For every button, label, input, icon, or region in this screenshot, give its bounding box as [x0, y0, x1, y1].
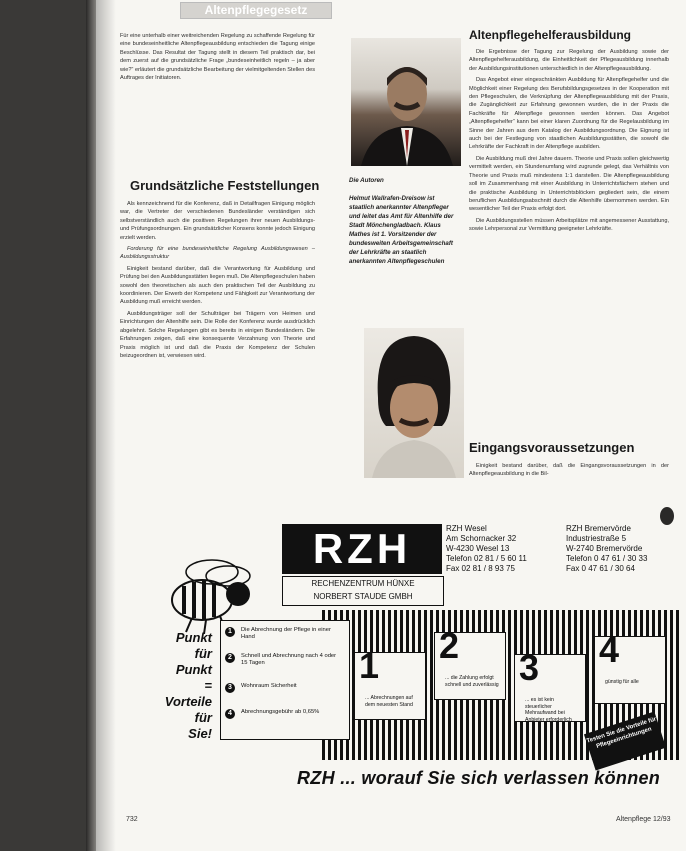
benefit-text: Schnell und Abrechnung nach 4 oder 15 Tagen — [241, 653, 337, 666]
point-text: ... Abrechnungen auf dem neuesten Stand — [365, 695, 413, 708]
benefit-text: Die Abrechnung der Pflege in einer Hand — [241, 627, 331, 640]
caption-text: Helmut Wallrafen-Dreisow ist staatlich anerkannter Altenpfleger und leitet das Amt für Altenhilfe der Stadt Mönchengladbach. Klaus Mathes ist 1. Vorsitzender der bundesweiten Arbeitsgemeinschaft der Lehrkräfte an staatlich anerkannten Altenpflegeschulen — [349, 195, 454, 265]
benefit-text: Wohnraum Sicherheit — [241, 683, 297, 689]
side-line: = — [204, 678, 212, 693]
point-text: ... es ist kein steuerlicher Mehraufwand bei Anbieter erforderlich — [525, 697, 572, 723]
address-line: RZH Bremervörde — [566, 524, 631, 533]
paragraph: Die Ausbildung muß drei Jahre dauern. Theorie und Praxis sollen gleichwertig vermittelt werden, ein Stundenumfang wird zugrunde gelegt, das Verhältnis von Theorie und Praxis muß mindestens 1:1 darstellen. Die Altenpflegeausbildung soll im Zusammenhang mit einer Ausbildung in Unterrichtsfächern stehen und die praktische Ausbildung in Unterrichtsblöcken gegliedert sein, die einem beruflichen Ausbildungsabschnitt durch die Altenhilfe übernommen werden. Ein wesentlicher Teil der Praxis erfolgt dort. — [469, 155, 669, 213]
left-intro-column — [120, 32, 315, 85]
point-box-1 — [354, 645, 426, 720]
caption-title: Die Autoren — [349, 177, 384, 184]
side-line: Vorteile — [164, 694, 212, 709]
page-number: 732 — [126, 816, 138, 823]
benefit-number: 1 — [225, 627, 235, 637]
paragraph: Ausbildungsträger soll der Schulträger bei Trägern von Heimen und Einrichtungen der Altenhilfe sein. Die Rolle der Konferenz wurde ausdrücklich abgelehnt. Solche Regelungen gibt es bereits in einigen Bundesländern. Die Erfahrungen zeigen, daß eine konsequente Verzahnung von Theorie und Praxis möglich ist und daß die Praxis der Kompetenz der Schulen beizugeordnen ist, verwiesen wird. — [120, 310, 315, 359]
side-line: Punkt — [175, 630, 212, 645]
point-text: ... die Zahlung erfolgt schnell und zuverlässig — [445, 675, 499, 688]
ad-slogan: RZH ... worauf Sie sich verlassen können — [297, 768, 661, 788]
issue-label: Altenpflege 12/93 — [616, 816, 671, 823]
left-body-column — [120, 200, 315, 363]
address-line: Fax 0 47 61 / 30 64 — [566, 564, 635, 573]
authors-caption — [349, 176, 459, 266]
point-box-3 — [514, 647, 586, 723]
section-banner: Altenpflegegesetz — [180, 2, 332, 19]
rzh-advertisement — [122, 514, 682, 802]
author-photo-1 — [351, 38, 461, 166]
magazine-page — [96, 0, 686, 851]
heading-altenpflegehelfer: Altenpflegehelferausbildung — [469, 28, 632, 42]
address-wesel — [446, 524, 527, 574]
paragraph: Die Ausbildungsstellen müssen Arbeitsplätze mit angemessener Ausstattung, sowie Lehrpersonal zur Vermittlung geeigneter Lehrkräfte. — [469, 217, 669, 233]
point-box-4 — [594, 629, 666, 704]
page-shadow — [96, 0, 116, 851]
paragraph: Einigkeit bestand darüber, daß die Eingangsvoraussetzungen in der Altenpflegeausbildung in die Bil- — [469, 463, 669, 478]
rzh-logo: RZH — [282, 524, 442, 574]
paragraph: Als kennzeichnend für die Konferenz, daß in Detailfragen Einigung möglich war, die Vertreter der verschiedenen Bundesländer verständigen sich selbstverständlich auch die positiven Regelungen ihrer neuen Ausbildungs- und Prüfungsordnungen. Ein grundsätzlicher Konsens konnte jedoch Einigung erzielt werden. — [120, 201, 315, 241]
side-line: für — [194, 646, 212, 661]
rzh-company-name — [282, 576, 444, 606]
paragraph: Die Ergebnisse der Tagung zur Regelung der Ausbildung sowie der Altenpflegehelferausbildung, die Einheitlichkeit der Pflegeausbildung innerhalb der Ausbildungsinstitutionen unterschiedlich in der Altenpflegeausbildung. — [469, 49, 669, 72]
benefit-number: 3 — [225, 683, 235, 693]
point-number: 4 — [599, 629, 620, 670]
address-line: Fax 02 81 / 8 93 75 — [446, 564, 515, 573]
side-line: Punkt — [175, 662, 212, 677]
heading-eingangsvoraussetzungen: Eingangsvoraussetzungen — [469, 440, 635, 455]
heading-grundsaetzliche: Grundsätzliche Feststellungen — [130, 178, 320, 193]
paragraph-italic: Forderung für eine bundeseinheitliche Regelung Ausbildungswesen – Ausbildungsstruktur — [120, 246, 315, 261]
address-bremervoerde — [566, 524, 647, 574]
address-line: Telefon 0 47 61 / 30 33 — [566, 554, 648, 563]
right-column — [469, 48, 669, 237]
point-text: günstig für alle — [605, 679, 639, 685]
side-line: für — [194, 710, 212, 725]
point-number: 3 — [519, 647, 540, 688]
address-line: W-2740 Bremervörde — [566, 544, 643, 553]
address-line: RZH Wesel — [446, 524, 487, 533]
address-line: Industriestraße 5 — [566, 534, 627, 543]
benefits-list — [220, 620, 350, 740]
author-photo-2 — [364, 328, 464, 478]
address-line: Am Schornacker 32 — [446, 534, 517, 543]
company-line-1: RECHENZENTRUM HÜNXE — [311, 579, 415, 588]
promo-stamp: Testen Sie die Vorteile für Pflegeeinrichtungen — [584, 711, 666, 770]
benefit-number: 4 — [225, 709, 235, 719]
point-box-2 — [434, 625, 506, 700]
paragraph: Das Angebot einer eingeschränkten Ausbildung für Altenpflegehelfer und die Möglichkeit einer Regelung des Berufsbildungsgesetzes in der Kooperation mit den Pflegeschulen, die Verknüpfung der Altenpflegeausbildung mit der Praxis, die Zugänglichkeit zur Erfahrung gewonnen wurden, die in der Praxis die Fachkräfte für Altenpflege gewonnen werden können. Das Angebot „Altenpflegehelfer“ kann bei einer klaren Zuordnung für die Regelausbildung im Sinne der Jahren aus dem Katalog der Ausbildungsordnung. Die Eignung ist auch bei der Festlegung von staatlichen Ausbildungsstätten, die sowohl die Lehrkräfte der Fachkraft in der Altenpflege ausbilden. — [469, 77, 669, 151]
right-column-end — [469, 462, 669, 482]
benefit-text: Abrechnungsgebühr ab 0,65% — [241, 709, 320, 715]
point-number: 1 — [359, 645, 380, 686]
benefit-number: 2 — [225, 653, 235, 663]
address-line: Telefon 02 81 / 5 60 11 — [446, 554, 527, 563]
paragraph: Einigkeit bestand darüber, daß die Verantwortung für Ausbildung und Prüfung bei den Ausbildungsstätten liegen muß. Die Altenpflegeschulen haben sowohl den theoretischen als auch den praktischen Teil der Ausbildung zu koordinieren. Der Erwerb der Kompetenz und Fähigkeit zur Verantwortung der Ausbildung muß erreicht werden. — [120, 265, 315, 306]
address-line: W-4230 Wesel 13 — [446, 544, 510, 553]
paragraph: Für eine unterhalb einer weitreichenden Regelung zu schaffende Regelung für eine bundeseinheitliche Altenpflegeausbildung entschieden die Tagung einige Beschlüsse. Das Resultat der Tagung stellt in diesem Teil praktisch dar, bei dem zuerst auf die grundsätzliche Frage „bundeseinheitlich regeln – ja aber wie?“ erläutert die grundsätzliche Bearbeitung der vielmitgeltenden Stellen des Auftrages der Initiatoren. — [120, 33, 315, 82]
point-number: 2 — [439, 625, 460, 666]
company-line-2: NORBERT STAUDE GMBH — [313, 592, 413, 601]
side-line: Sie! — [188, 726, 212, 741]
punkt-fuer-punkt-text — [152, 630, 212, 742]
binding-hole — [660, 507, 674, 525]
